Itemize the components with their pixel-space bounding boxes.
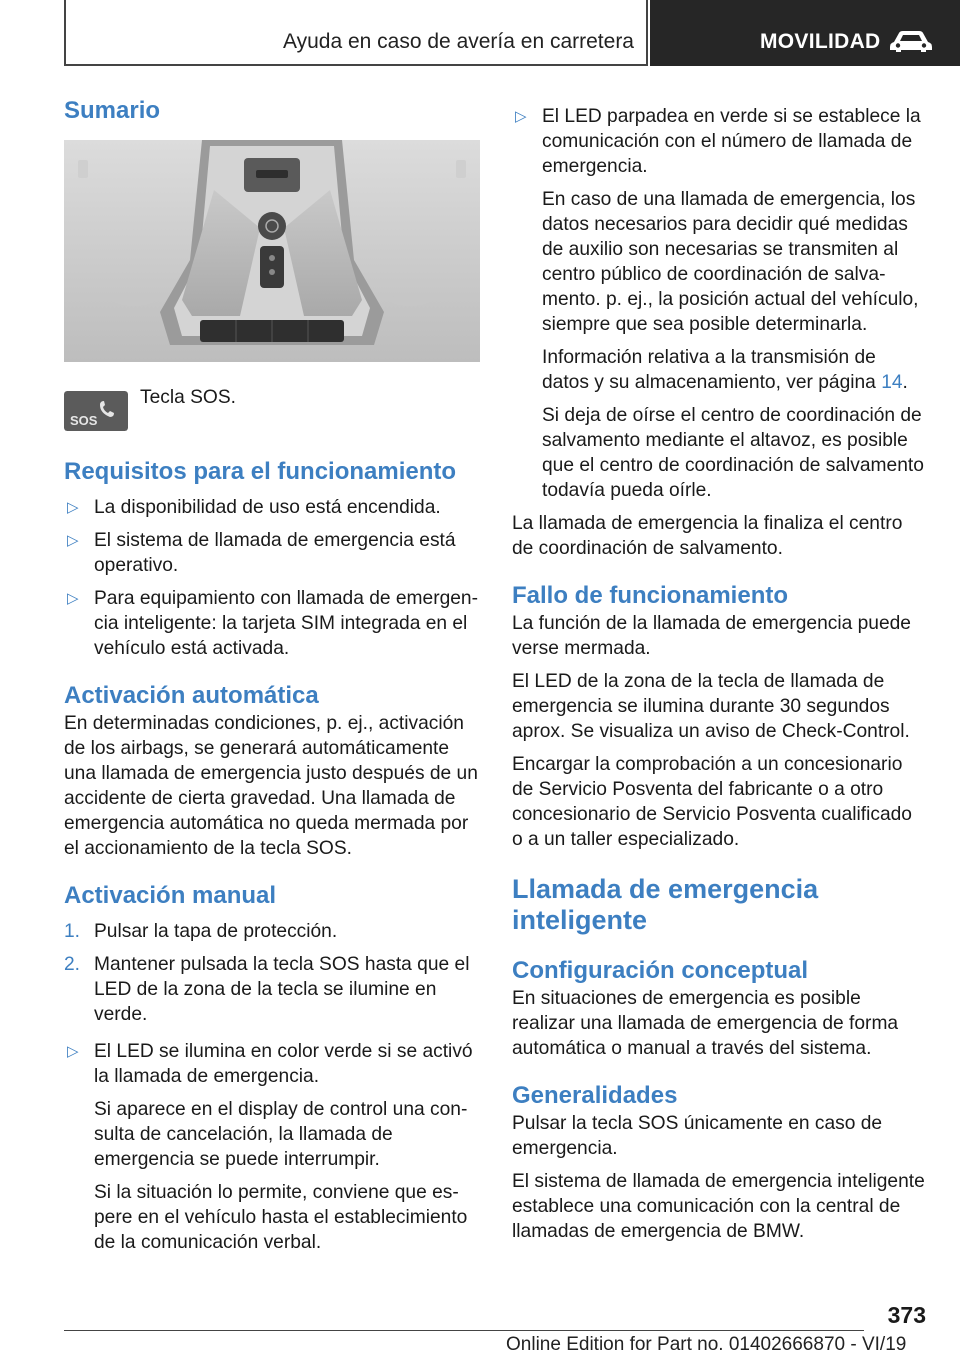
- sub-paragraph: En caso de una llamada de emergencia, los datos necesarios para decidir qué medidas de auxilio son necesarias se transmiten al centro público de coordinación de salvamento. p. ej., la posición actual del vehículo, siempre que sea posible determinarla.: [542, 189, 919, 335]
- section-title: Ayuda en caso de avería en carretera: [282, 30, 634, 53]
- list-item: ▷ Para equipamiento con llamada de emergencia inteligente: la tarjeta SIM integrada en el vehículo está activada.: [67, 588, 478, 659]
- sos-key-label: SOS: [70, 413, 98, 428]
- list-item: ▷ La disponibilidad de uso está encendida.: [67, 497, 441, 518]
- sub-paragraph: Si la situación lo permite, conviene que espere en el vehículo hasta el establecimiento de la comunicación verbal.: [94, 1182, 468, 1253]
- sos-caption: Tecla SOS.: [140, 387, 236, 408]
- sub-paragraph: Si deja de oírse el centro de coordinación de salvamento mediante el altavoz, es posible que el centro de coordinación de salvamento todavía pueda oírle.: [542, 405, 924, 501]
- malfunction-text-1: La función de la llamada de emergencia puede verse mermada.: [512, 613, 911, 659]
- triangle-bullet-icon: ▷: [67, 499, 79, 516]
- auto-activation-heading: Activación automática: [64, 682, 319, 709]
- triangle-bullet-icon: ▷: [67, 1043, 79, 1060]
- list-item: ▷ El LED parpadea en verde si se establece la comunicación con el número de llamada de emergencia.: [515, 106, 921, 177]
- concept-heading: Configuración conceptual: [512, 957, 809, 984]
- general-text-2: El sistema de llamada de emergencia inteligente establece una comunicación con la central de llamadas de emergencia de BMW.: [512, 1171, 925, 1242]
- general-text-1: Pulsar la tecla SOS únicamente en caso de emergencia.: [512, 1113, 883, 1159]
- list-item: ▷ El sistema de llamada de emergencia está operativo.: [67, 530, 456, 576]
- right-column: [512, 104, 926, 1244]
- triangle-bullet-icon: ▷: [515, 108, 527, 125]
- sos-key-icon: [64, 391, 128, 431]
- sub-paragraph: Información relativa a la transmisión de datos y su almacenamiento, ver página 14.: [542, 347, 908, 393]
- triangle-bullet-icon: ▷: [67, 590, 79, 607]
- overhead-console-photo: [64, 140, 480, 362]
- list-item: ▷ El LED se ilumina en color verde si se activó la llamada de emergencia.: [67, 1041, 473, 1087]
- malfunction-text-2: El LED de la zona de la tecla de llamada de emergencia se ilumina durante 30 segundos aprox. Se visualiza un aviso de Check-Control.: [512, 671, 910, 742]
- manual-activation-heading: Activación manual: [64, 882, 277, 909]
- requirements-heading: Requisitos para el funcionamiento: [64, 458, 457, 485]
- left-column: [64, 96, 480, 1255]
- step-item: 1. Pulsar la tapa de protección.: [64, 921, 338, 942]
- edition-note: Online Edition for Part no. 01402666870 - VI/19: [506, 1334, 907, 1355]
- intelligent-call-heading: Llamada de emergencia inteligente: [512, 874, 819, 935]
- malfunction-text-3: Encargar la comprobación a un concesionario de Servicio Posventa del fabricante o a otro concesionario de Servicio Posventa cualificado o a un taller especializado.: [512, 754, 912, 850]
- footer-divider: [64, 1330, 864, 1331]
- malfunction-heading: Fallo de funcionamiento: [512, 582, 789, 609]
- sos-key-legend: [64, 387, 480, 457]
- general-heading: Generalidades: [512, 1082, 678, 1109]
- page-header: [64, 0, 960, 66]
- auto-activation-text: En determinadas condiciones, p. ej., activación de los airbags, se generará automáticamente una llamada de emergencia justo después de un accidente de cierta gravedad. Una llamada de emergencia automática no queda mermada por el accionamiento de la tecla SOS.: [64, 713, 478, 859]
- chapter-tab: [650, 0, 960, 66]
- triangle-bullet-icon: ▷: [67, 532, 79, 549]
- step-item: 2. Mantener pulsada la tecla SOS hasta que el LED de la zona de la tecla se ilumine en verde.: [64, 954, 470, 1025]
- end-call-text: La llamada de emergencia la finaliza el centro de coordinación de salvamento.: [512, 513, 903, 559]
- concept-text: En situaciones de emergencia es posible realizar una llamada de emergencia de forma automática o manual a través del sistema.: [512, 988, 899, 1059]
- page-link[interactable]: 14: [881, 372, 903, 393]
- page-number: 373: [887, 1302, 926, 1328]
- chapter-title: MOVILIDAD: [760, 30, 881, 53]
- sub-paragraph: Si aparece en el display de control una consulta de cancelación, la llamada de emergencia se puede interrumpir.: [94, 1099, 468, 1170]
- sumario-heading: Sumario: [64, 97, 161, 124]
- car-icon: [888, 28, 934, 54]
- section-tab: [64, 0, 648, 66]
